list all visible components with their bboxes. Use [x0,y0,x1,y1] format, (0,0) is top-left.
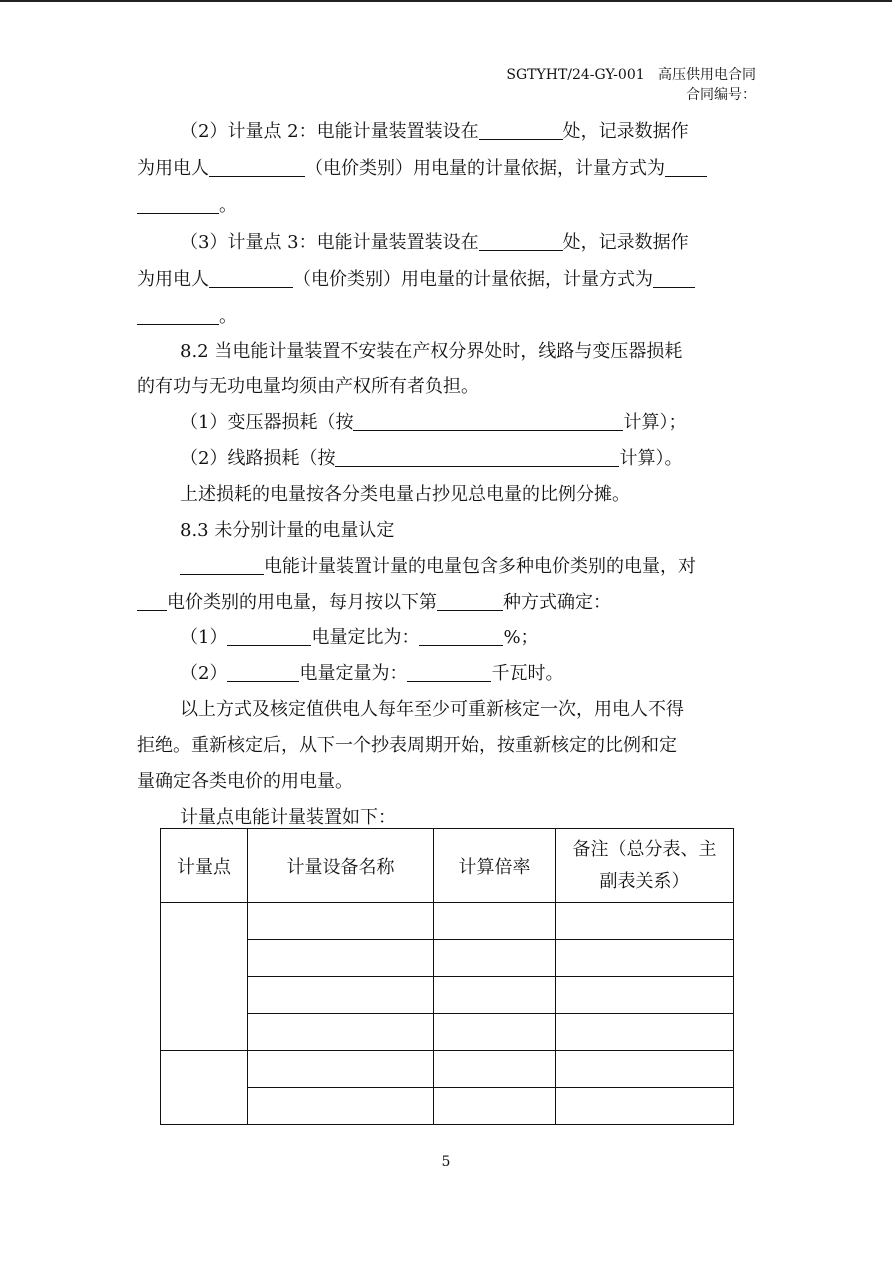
table-intro: 计量点电能计量装置如下： [180,807,396,828]
doc-title: 高压供用电合同 [658,67,756,83]
transformer-loss-item: （1）变压器损耗（按 计算）； [180,412,687,433]
point2-location-blank[interactable] [479,123,563,140]
ratio-option: （1） 电量定比为： %； [180,627,539,648]
device-name-cell[interactable] [248,903,434,940]
ratio-percent-blank[interactable] [419,629,503,646]
quantity-category-blank[interactable] [227,665,299,682]
quantity-kwh-blank[interactable] [407,665,491,682]
point2-line3: 。 [137,191,759,217]
point2-price-category-blank[interactable] [209,160,305,177]
section-8-2-line1: 8.2 当电能计量装置不安装在产权分界处时，线路与变压器损耗 [180,341,683,362]
quantity-option: （2） 电量定量为： 千瓦时。 [180,663,564,684]
meter-device-blank[interactable] [180,558,264,575]
point3-method-blank[interactable] [653,271,695,288]
point2-line2: 为用电人 （电价类别）用电量的计量依据，计量方式为 [137,154,759,180]
multiplier-cell[interactable] [434,977,556,1014]
multiplier-cell[interactable] [434,903,556,940]
multiplier-cell[interactable] [434,1088,556,1125]
section-8-3-line1: 电能计量装置计量的电量包含多种电价类别的电量，对 [180,552,802,578]
line-loss-item: （2）线路损耗（按 计算）。 [180,448,683,469]
table-row [161,903,734,940]
note-line3: 量确定各类电价的用电量。 [137,771,353,792]
price-category-blank[interactable] [137,594,167,611]
multiplier-cell[interactable] [434,940,556,977]
remarks-cell[interactable] [556,1088,734,1125]
remarks-cell[interactable] [556,977,734,1014]
contract-number-label: 合同编号： [686,87,756,103]
remarks-cell[interactable] [556,1051,734,1088]
point2-method-blank[interactable] [665,160,707,177]
metering-device-table [160,828,734,1125]
method-number-blank[interactable] [437,594,503,611]
metering-point-cell-1[interactable] [161,903,248,1051]
line-loss-blank[interactable] [335,450,619,467]
device-name-cell[interactable] [248,1051,434,1088]
transformer-loss-blank[interactable] [353,414,623,431]
table-header-row [161,829,734,903]
header-remarks: 备注（总分表、主 副表关系） [556,829,734,903]
multiplier-cell[interactable] [434,1014,556,1051]
device-name-cell[interactable] [248,1014,434,1051]
note-line2: 拒绝。重新核定后，从下一个抄表周期开始，按重新核定的比例和定 [137,735,677,756]
note-line1: 以上方式及核定值供电人每年至少可重新核定一次，用电人不得 [180,699,684,720]
page-number: 5 [441,1154,451,1170]
point3-method-blank-cont[interactable] [137,308,219,325]
header-device-name: 计量设备名称 [248,829,434,903]
point3-line3: 。 [137,302,759,328]
device-name-cell[interactable] [248,977,434,1014]
device-name-cell[interactable] [248,1088,434,1125]
table-row [161,1051,734,1088]
document-header [506,66,756,85]
point2-line1: （2）计量点 2：电能计量装置装设在 处，记录数据作 [180,121,689,142]
point3-line1: （3）计量点 3：电能计量装置装设在 处，记录数据作 [180,232,689,253]
header-metering-point: 计量点 [161,829,248,903]
point3-price-category-blank[interactable] [209,271,293,288]
point3-location-blank[interactable] [479,234,563,251]
metering-point-cell-2[interactable] [161,1051,248,1125]
section-8-2-line2: 的有功与无功电量均须由产权所有者负担。 [137,376,479,397]
device-name-cell[interactable] [248,940,434,977]
point2-method-blank-cont[interactable] [137,197,219,214]
header-multiplier: 计算倍率 [434,829,556,903]
multiplier-cell[interactable] [434,1051,556,1088]
remarks-cell[interactable] [556,903,734,940]
section-8-3-heading: 8.3 未分别计量的电量认定 [180,520,395,541]
ratio-category-blank[interactable] [227,629,311,646]
section-8-3-line2: 电价类别的用电量，每月按以下第 种方式确定： [137,588,759,614]
remarks-cell[interactable] [556,940,734,977]
doc-code: SGTYHT/24-GY-001 [506,67,645,83]
loss-share-line: 上述损耗的电量按各分类电量占抄见总电量的比例分摊。 [180,484,630,505]
top-border [0,0,892,2]
point3-line2: 为用电人 （电价类别）用电量的计量依据，计量方式为 [137,265,759,291]
remarks-cell[interactable] [556,1014,734,1051]
